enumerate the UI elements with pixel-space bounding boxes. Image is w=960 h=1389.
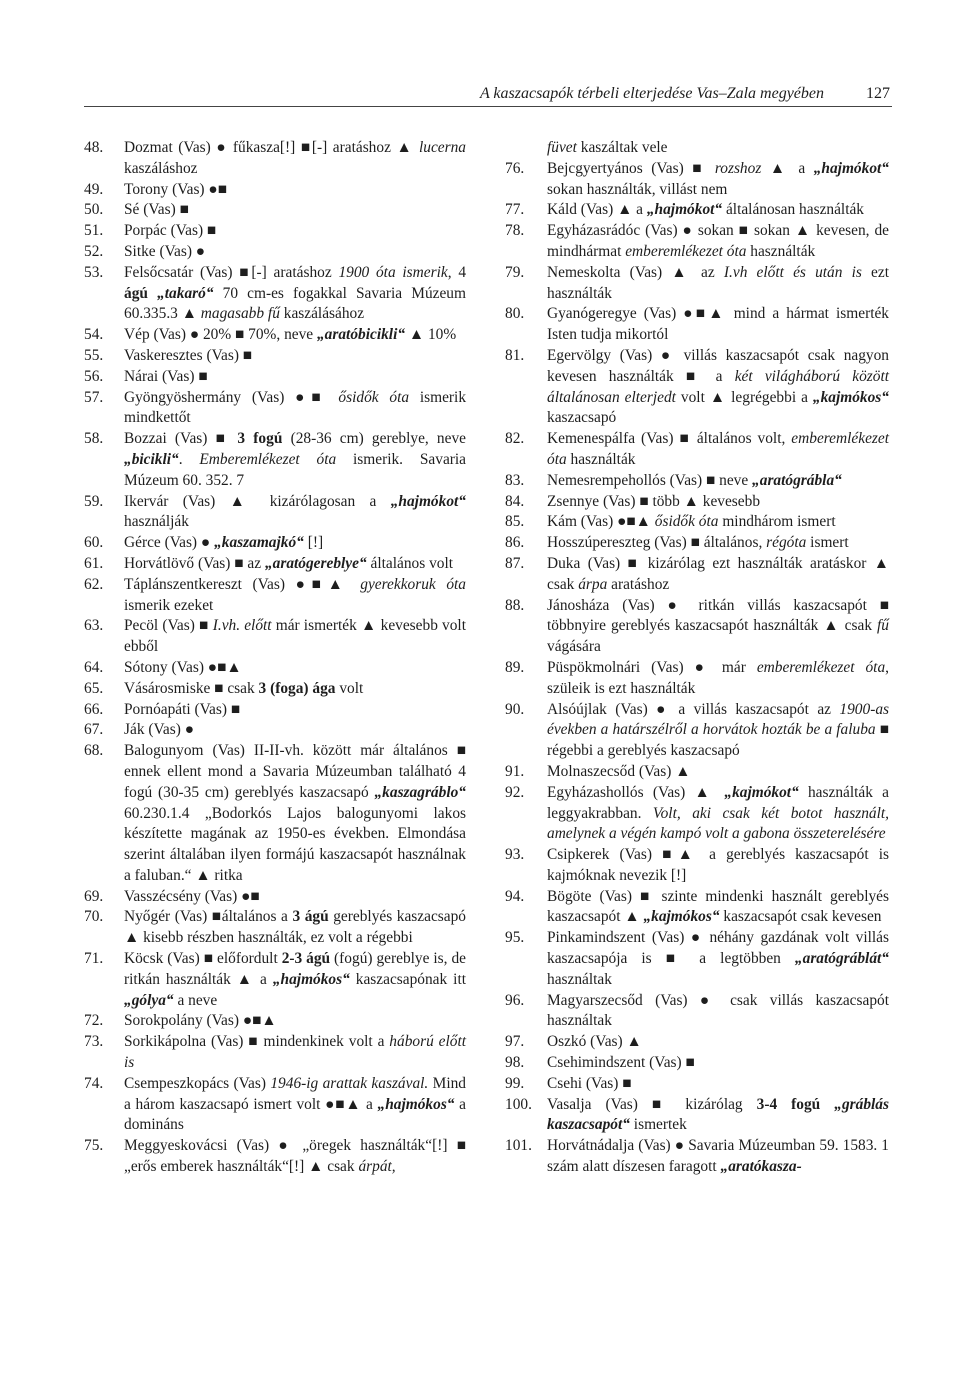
list-item — [505, 200, 889, 221]
item-number: 61. — [84, 554, 104, 572]
left-column — [84, 138, 466, 1178]
item-text: Dozmat (Vas) ● fűkasza[!] ■[-] aratáshoz ▲ lucerna kaszáláshoz — [124, 139, 466, 177]
list-item — [84, 887, 466, 908]
item-number: 79. — [505, 263, 525, 281]
item-number: 94. — [505, 887, 525, 905]
item-text: Magyarszecsőd (Vas) ● csak villás kaszacsapót használtak — [547, 991, 889, 1030]
item-text: Sorokpolány (Vas) ●■▲ — [124, 1012, 277, 1030]
list-item — [505, 263, 889, 305]
list-item — [505, 429, 889, 471]
item-text: Csehi (Vas) ■ — [547, 1074, 632, 1092]
item-text: Bozzai (Vas) ■ 3 fogú (28-36 cm) gereblye, neve „bicikli“. Emberemlékezet óta ismerik. Savaria Múzeum 60. 352. 7 — [124, 430, 467, 489]
item-text: Egyházashollós (Vas) ▲ „kajmókot“ használták a leggyakrabban. Volt, aki csak két botot használt, amelynek a végén kampó volt a gabona összeterelésére — [547, 783, 889, 843]
item-number: 100. — [505, 1095, 532, 1113]
item-text: Jánosháza (Vas) ● ritkán villás kaszacsapót ■ többnyire gereblyés kaszacsapót használták ▲ csak fű vágására — [547, 596, 889, 656]
item-text: Egervölgy (Vas) ● villás kaszacsapót csak nagyon kevesen használták ■ a két világháború között általánosan elterjedt volt ▲ legrégebbi a „kajmókos“ kaszacsapó — [547, 346, 890, 427]
item-text: Kemenespálfa (Vas) ■ általános volt, emberemlékezet óta használták — [547, 430, 889, 468]
item-text: Meggyeskovácsi (Vas) ● „öregek használták“[!] ■ „erős emberek használták“[!] ▲ csak árpát, — [124, 1137, 466, 1176]
item-number: 82. — [505, 430, 525, 448]
item-number: 60. — [84, 534, 104, 552]
list-item — [505, 991, 889, 1033]
item-number: 84. — [505, 492, 525, 510]
item-number: 97. — [505, 1033, 525, 1051]
list-item — [505, 658, 889, 700]
list-item — [84, 200, 466, 221]
item-text: Csempeszkopács (Vas) 1946-ig arattak kaszával. Mind a három kaszacsapó ismert volt ●■▲ a „hajmókos“ a domináns — [124, 1074, 466, 1134]
item-number: 56. — [84, 367, 104, 385]
item-number: 85. — [505, 513, 525, 531]
item-number: 65. — [84, 679, 104, 697]
list-item — [84, 533, 466, 554]
item-number: 54. — [84, 326, 104, 344]
list-item — [505, 512, 889, 533]
item-text: Duka (Vas) ■ kizárólag ezt használták aratáskor ▲ csak árpa aratáshoz — [547, 554, 889, 593]
item-number: 52. — [84, 242, 104, 260]
item-text: Gérce (Vas) ● „kaszamajkó“ [!] — [124, 534, 324, 552]
item-number: 62. — [84, 575, 104, 593]
right-column — [505, 138, 889, 1178]
item-number: 83. — [505, 471, 525, 489]
item-text: Bejcgyertyános (Vas) ■ rozshoz ▲ a „hajmókot“ sokan használták, villást nem — [547, 159, 889, 198]
list-item — [84, 907, 466, 949]
item-text: Csehimindszent (Vas) ■ — [547, 1054, 695, 1072]
item-text: Horvátlövő (Vas) ■ az „aratógereblye“ általános volt — [124, 554, 454, 572]
item-number: 67. — [84, 721, 104, 739]
item-number: 51. — [84, 222, 104, 240]
item-text: Káld (Vas) ▲ a „hajmókot“ általánosan használták — [547, 201, 864, 219]
item-text: Egyházasrádóc (Vas) ● sokan ■ sokan ▲ kevesen, de mindhármat emberemlékezet óta használták — [547, 222, 889, 260]
list-item — [84, 679, 466, 700]
list-item — [505, 783, 889, 845]
item-number: 99. — [505, 1074, 525, 1092]
item-number: 70. — [84, 908, 104, 926]
item-text: Balogunyom (Vas) II-II-vh. között már általános ■ ennek ellent mond a Savaria Múzeumban található 4 fogú (30-35 cm) gereblyés kaszacsapó „kaszagráblo“ 60.230.1.4 „Bodorkós Lajos balogunyomi lakos készítette magának az 1950-es években. Elmondása szerint általában ilyen formájú kaszacsapót használnak a faluban.“ ▲ ritka — [124, 742, 466, 884]
item-number: 72. — [84, 1012, 104, 1030]
list-item — [505, 1095, 889, 1137]
list-item — [84, 221, 466, 242]
item-number: 73. — [84, 1033, 104, 1051]
item-text: Táplánszentkereszt (Vas) ●■▲ gyerekkoruk óta ismerik ezeket — [124, 575, 467, 614]
list-item — [84, 346, 466, 367]
list-item — [84, 242, 466, 263]
item-number: 90. — [505, 700, 525, 718]
item-text: Vaskeresztes (Vas) ■ — [124, 346, 253, 364]
item-number: 64. — [84, 658, 104, 676]
item-text: Alsóújlak (Vas) ● a villás kaszacsapót az 1900-as években a határszélről a horvátok hozták be a faluba ■ régebbi a gereblyés kaszacsapó — [547, 700, 889, 760]
list-item — [84, 367, 466, 388]
list-item — [505, 554, 889, 596]
item-text: Sé (Vas) ■ — [124, 201, 189, 219]
list-item — [84, 575, 466, 617]
list-item — [84, 949, 466, 1011]
item-text: Sorkikápolna (Vas) ■ mindenkinek volt a háború előtt is — [124, 1033, 466, 1072]
item-text: Köcsk (Vas) ■ előfordult 2-3 ágú (fogú) gereblye is, de ritkán használták ▲ a „hajmókos“ kaszacsapónak itt „gólya“ a neve — [124, 950, 466, 1009]
item-number: 91. — [505, 762, 525, 780]
item-number: 77. — [505, 201, 525, 219]
item-number: 59. — [84, 492, 104, 510]
item-text: Ják (Vas) ● — [124, 721, 194, 739]
list-item — [84, 388, 466, 430]
item-number: 55. — [84, 346, 104, 364]
item-number: 80. — [505, 305, 525, 323]
item-number: 75. — [84, 1137, 104, 1155]
item-text: Püspökmolnári (Vas) ● már emberemlékezet óta, szüleik is ezt használták — [547, 658, 890, 697]
list-item — [505, 1053, 889, 1074]
list-item — [505, 887, 889, 929]
list-item — [84, 1074, 466, 1136]
item-text: Nemesrempehollós (Vas) ■ neve „aratógrábla“ — [547, 471, 842, 489]
item-text: Bögöte (Vas) ■ szinte mindenki használt gereblyés kaszacsapót ▲ „kajmókos“ kaszacsapót csak kevesen — [547, 887, 889, 926]
item-text: Oszkó (Vas) ▲ — [547, 1033, 642, 1051]
list-item — [505, 762, 889, 783]
item-text: Horvátnádalja (Vas) ● Savaria Múzeumban 59. 1583. 1 szám alatt díszesen faragott „aratókasza- — [547, 1137, 889, 1176]
list-item — [505, 221, 889, 263]
list-item — [84, 429, 466, 491]
list-item — [505, 928, 889, 990]
item-text: Felsőcsatár (Vas) ■[-] aratáshoz 1900 óta ismerik, 4 ágú „takaró“ 70 cm-es fogakkal Savaria Múzeum 60.335.3 ▲ magasabb fű kaszálásához — [124, 263, 467, 323]
item-text: Zsennye (Vas) ■ több ▲ kevesebb — [547, 492, 761, 510]
item-text: Torony (Vas) ●■ — [124, 180, 227, 198]
item-text: Nemeskolta (Vas) ▲ az I.vh előtt és után is ezt használták — [547, 263, 889, 302]
item-text: Kám (Vas) ●■▲ ősidők óta mindhárom ismert — [547, 513, 836, 531]
list-item — [505, 138, 889, 159]
list-item — [84, 138, 466, 180]
item-number: 53. — [84, 263, 104, 281]
item-text: Sótony (Vas) ●■▲ — [124, 658, 242, 676]
item-number: 58. — [84, 430, 104, 448]
item-text: Ikervár (Vas) ▲ kizárólagosan a „hajmókot“ használják — [124, 492, 466, 531]
item-number: 87. — [505, 554, 525, 572]
list-item — [505, 700, 889, 762]
running-title: A kaszacsapók térbeli elterjedése Vas–Zala megyében — [479, 85, 824, 102]
list-item — [505, 159, 889, 201]
item-text: Nyőgér (Vas) ■általános a 3 ágú gereblyés kaszacsapó ▲ kisebb részben használták, ez volt a régebbi — [124, 908, 466, 947]
list-item — [84, 263, 466, 325]
item-number: 74. — [84, 1074, 104, 1092]
list-item — [505, 845, 889, 887]
item-number: 96. — [505, 991, 525, 1009]
list-item — [84, 492, 466, 534]
item-text: Vásárosmiske ■ csak 3 (foga) ága volt — [124, 679, 364, 697]
item-text: Vasalja (Vas) ■ kizárólag 3-4 fogú „gráblás kaszacsapót“ ismertek — [547, 1095, 889, 1134]
item-text: Pecöl (Vas) ■ I.vh. előtt már ismerték ▲ kevesebb volt ebből — [124, 617, 466, 656]
page-number: 127 — [866, 85, 890, 102]
item-text: Pornóapáti (Vas) ■ — [124, 700, 241, 718]
list-item — [84, 1011, 466, 1032]
list-item — [84, 741, 466, 887]
item-number: 66. — [84, 700, 104, 718]
item-text: Porpác (Vas) ■ — [124, 222, 217, 240]
item-text: füvet kaszáltak vele — [547, 139, 668, 156]
item-number: 81. — [505, 346, 525, 364]
item-number: 48. — [84, 139, 104, 156]
item-number: 50. — [84, 201, 104, 219]
list-item — [505, 1136, 889, 1178]
item-number: 71. — [84, 950, 104, 968]
item-text: Hosszúpereszteg (Vas) ■ általános, régóta ismert — [547, 534, 849, 552]
item-number: 101. — [505, 1137, 532, 1155]
item-number: 86. — [505, 534, 525, 552]
list-item — [84, 325, 466, 346]
list-item — [84, 1032, 466, 1074]
item-text: Pinkamindszent (Vas) ● néhány gazdának volt villás kaszacsapója is ■ a legtöbben „aratógráblát“ használtak — [547, 929, 889, 988]
list-item — [505, 1074, 889, 1095]
item-text: Nárai (Vas) ■ — [124, 367, 208, 385]
item-number: 63. — [84, 617, 104, 635]
list-item — [505, 1032, 889, 1053]
list-item — [505, 346, 889, 429]
item-text: Csipkerek (Vas) ■▲ a gereblyés kaszacsapót is kajmóknak nevezik [!] — [547, 846, 889, 884]
list-item — [84, 700, 466, 721]
list-item — [505, 533, 889, 554]
item-number: 92. — [505, 783, 525, 801]
item-number: 78. — [505, 222, 525, 240]
list-item — [505, 304, 889, 346]
list-item — [84, 1136, 466, 1178]
item-text: Gyanógeregye (Vas) ●■▲ mind a hármat ismerték Isten tudja mikortól — [547, 305, 889, 344]
item-text: Vép (Vas) ● 20% ■ 70%, neve „aratóbicikli“ ▲ 10% — [124, 326, 457, 344]
item-text: Sitke (Vas) ● — [124, 242, 206, 260]
item-number: 68. — [84, 742, 104, 760]
list-item — [84, 720, 466, 741]
item-number: 93. — [505, 846, 525, 864]
item-number: 98. — [505, 1054, 525, 1072]
item-number: 49. — [84, 180, 104, 198]
item-text: Vasszécsény (Vas) ●■ — [124, 887, 260, 905]
list-item — [505, 596, 889, 658]
list-item — [505, 471, 889, 492]
list-item — [84, 616, 466, 658]
item-number: 69. — [84, 887, 104, 905]
item-number: 95. — [505, 929, 525, 947]
item-number: 57. — [84, 388, 104, 406]
list-item — [84, 554, 466, 575]
item-text: Molnaszecsőd (Vas) ▲ — [547, 762, 691, 780]
item-number: 88. — [505, 596, 525, 614]
item-number: 89. — [505, 658, 525, 676]
list-item — [505, 492, 889, 513]
list-item — [84, 180, 466, 201]
item-text: Gyöngyöshermány (Vas) ●■ ősidők óta ismerik mindkettőt — [124, 388, 467, 427]
page-header — [84, 84, 892, 107]
list-item — [84, 658, 466, 679]
item-number: 76. — [505, 159, 525, 177]
